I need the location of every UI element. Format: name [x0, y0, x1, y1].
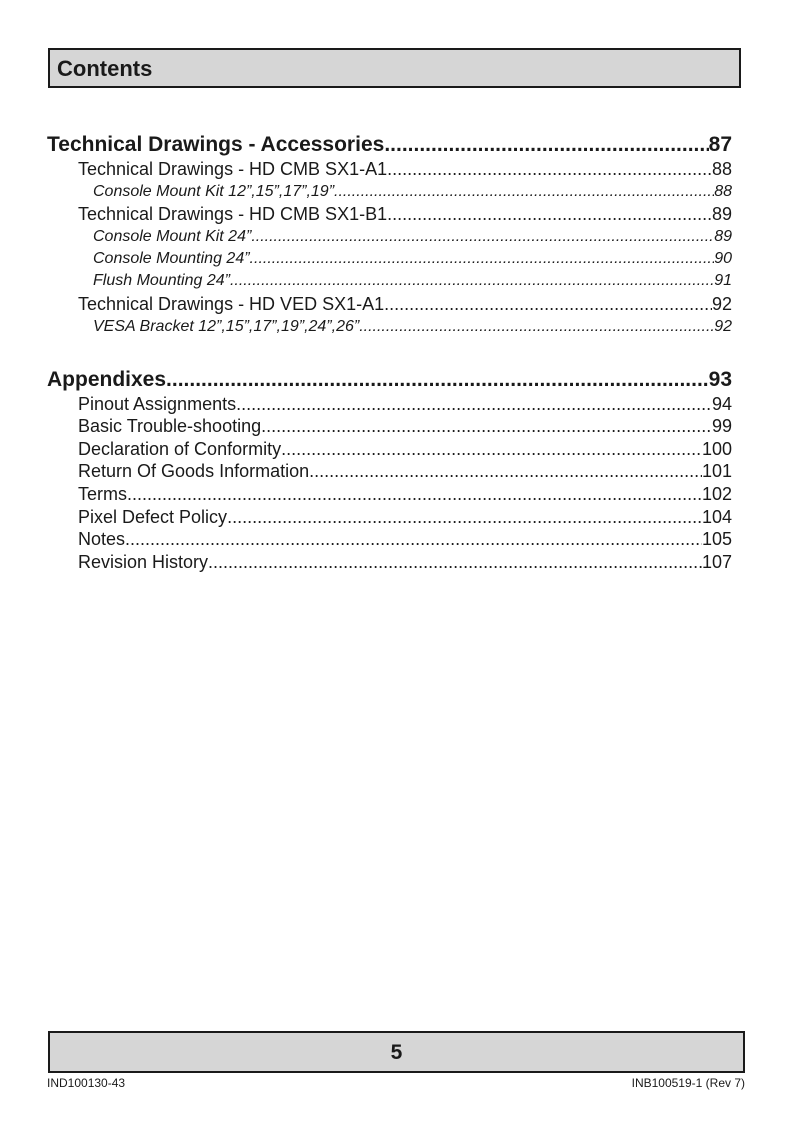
toc-section-title: Technical Drawings - Accessories — [47, 133, 385, 156]
toc-subentry[interactable] — [47, 182, 732, 202]
toc-entry-title: Revision History — [78, 552, 209, 572]
toc-page-number: 94 — [711, 394, 732, 414]
toc-leader-dots — [251, 227, 714, 247]
toc-entry-title: Console Mount Kit 24” — [93, 228, 252, 245]
page-number: 5 — [390, 1041, 403, 1064]
toc-page-number: 90 — [714, 250, 732, 267]
toc-entry[interactable] — [47, 507, 732, 528]
toc-entry[interactable] — [47, 204, 732, 225]
toc-entry-title: Technical Drawings - HD CMB SX1-B1 — [78, 204, 388, 224]
toc-leader-dots — [281, 439, 702, 460]
toc-page-number: 88 — [714, 183, 732, 200]
toc-subentry[interactable] — [47, 227, 732, 247]
toc-entry[interactable] — [47, 461, 732, 482]
toc-leader-dots — [250, 249, 715, 269]
toc-entry-title: Notes — [78, 529, 126, 549]
toc-page-number: 102 — [701, 484, 732, 504]
toc-entry-title: Declaration of Conformity — [78, 439, 282, 459]
toc-page-number: 89 — [711, 204, 732, 224]
toc-entry[interactable] — [47, 484, 732, 505]
toc-page-number: 93 — [708, 368, 732, 391]
toc-leader-dots — [227, 507, 702, 528]
toc-entry[interactable] — [47, 294, 732, 315]
toc-page-number: 107 — [701, 552, 732, 572]
toc-leader-dots — [359, 317, 714, 337]
toc-subentry[interactable] — [47, 249, 732, 269]
toc-page-number: 92 — [711, 294, 732, 314]
toc-leader-dots — [208, 552, 702, 573]
toc-page-number: 105 — [701, 529, 732, 549]
toc-entry-title: Pixel Defect Policy — [78, 507, 228, 527]
toc-entry-title: Console Mounting 24” — [93, 250, 250, 267]
toc-leader-dots — [384, 133, 708, 157]
toc-entry[interactable] — [47, 416, 732, 437]
toc-page-number: 100 — [701, 439, 732, 459]
document-code-left: IND100130-43 — [47, 1076, 126, 1090]
toc-page-number: 99 — [711, 416, 732, 436]
toc-entry[interactable] — [47, 439, 732, 460]
toc-entry-title: Technical Drawings - HD CMB SX1-A1 — [78, 159, 388, 179]
toc-leader-dots — [387, 204, 712, 225]
toc-entry-title: Return Of Goods Information — [78, 461, 310, 481]
toc-leader-dots — [236, 394, 712, 415]
toc-entry[interactable] — [47, 394, 732, 415]
toc-page-number: 92 — [714, 318, 732, 335]
toc-page-number: 88 — [711, 159, 732, 179]
toc-leader-dots — [230, 271, 714, 291]
contents-header-bar — [48, 48, 741, 88]
footer-page-bar — [48, 1031, 745, 1073]
toc-entry-title: Flush Mounting 24” — [93, 272, 230, 289]
page-title: Contents — [57, 56, 153, 81]
toc-entry-title: Technical Drawings - HD VED SX1-A1 — [78, 294, 385, 314]
toc-entry[interactable] — [47, 529, 732, 550]
toc-page-number: 87 — [708, 133, 732, 156]
toc-leader-dots — [384, 294, 712, 315]
toc-entry[interactable] — [47, 159, 732, 180]
toc-subentry[interactable] — [47, 271, 732, 291]
toc-page-number: 91 — [714, 272, 732, 289]
toc-section-technical-drawings[interactable] — [47, 133, 732, 157]
toc-leader-dots — [125, 529, 702, 550]
toc-leader-dots — [334, 182, 714, 202]
toc-leader-dots — [387, 159, 712, 180]
toc-entry-title: Terms — [78, 484, 127, 504]
toc-subentry[interactable] — [47, 317, 732, 337]
toc-leader-dots — [166, 368, 709, 392]
toc-page-number: 104 — [701, 507, 732, 527]
toc-section-title: Appendixes — [47, 368, 167, 391]
toc-entry-title: VESA Bracket 12”,15”,17”,19”,24”,26” — [93, 318, 360, 335]
toc-entry-title: Basic Trouble-shooting — [78, 416, 262, 436]
toc-entry[interactable] — [47, 552, 732, 573]
toc-entry-title: Pinout Assignments — [78, 394, 237, 414]
toc-entry-title: Console Mount Kit 12”,15”,17”,19” — [93, 183, 335, 200]
toc-section-appendixes[interactable] — [47, 368, 732, 392]
toc-leader-dots — [127, 484, 702, 505]
toc-page-number: 101 — [701, 461, 732, 481]
document-code-right: INB100519-1 (Rev 7) — [631, 1076, 745, 1090]
toc-leader-dots — [309, 461, 702, 482]
toc-page-number: 89 — [714, 228, 732, 245]
toc-leader-dots — [261, 416, 712, 437]
